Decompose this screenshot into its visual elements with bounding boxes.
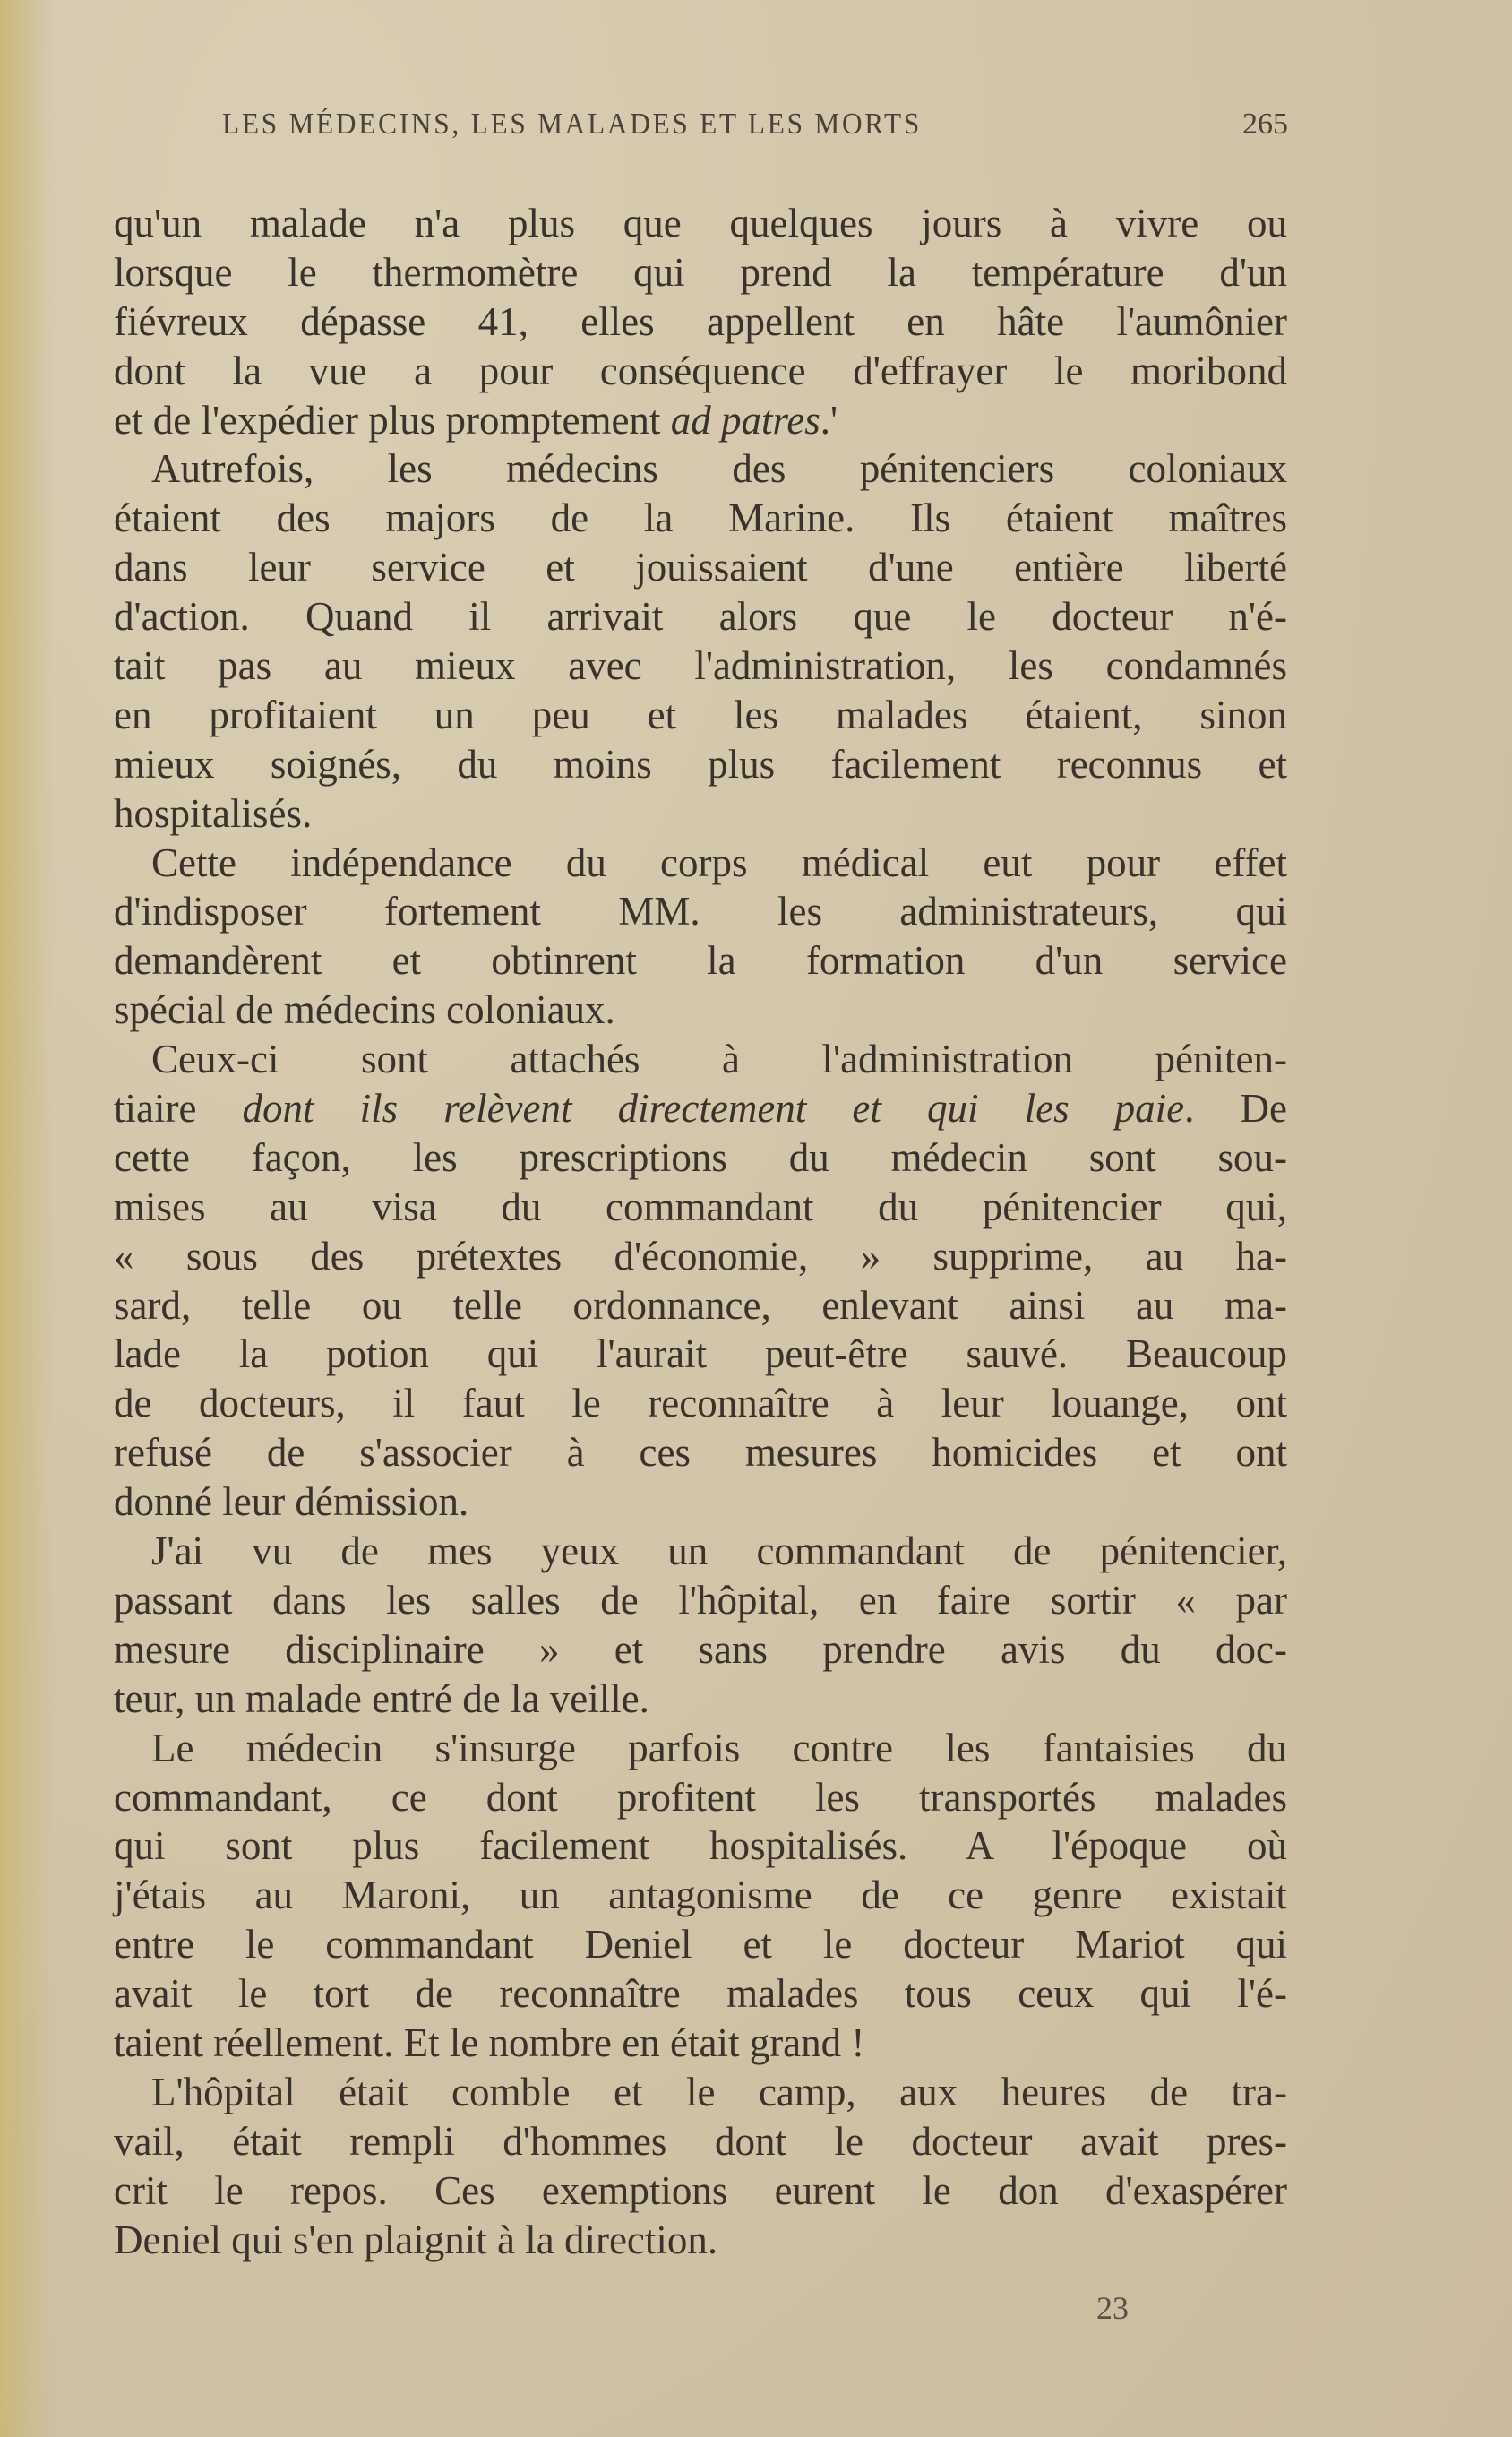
text-line (114, 248, 1287, 297)
page-edge-shading (0, 0, 54, 2437)
line-text: passant dans les salles de l'hôpital, en faire sortir « par (114, 1577, 1287, 1623)
line-text: d'indisposer fortement MM. les administrateurs, qui (114, 889, 1287, 934)
text-line (114, 1871, 1287, 1920)
body-text (114, 199, 1287, 2264)
line-text: spécial de médecins coloniaux. (114, 987, 615, 1033)
text-line (114, 1281, 1287, 1330)
text-line (114, 1084, 1287, 1133)
line-text: Autrefois, les médecins des pénitenciers coloniaux (151, 446, 1287, 492)
text-line (114, 1527, 1287, 1576)
text-line (114, 1773, 1287, 1822)
text-line (114, 1232, 1287, 1281)
line-text: étaient des majors de la Marine. Ils étaient maîtres (114, 495, 1287, 541)
text-line (114, 1920, 1287, 1969)
italic-text: dont ils relèvent directement et qui les paie (242, 1086, 1185, 1132)
text-line (114, 1379, 1287, 1428)
line-text: en profitaient un peu et les malades étaient, sinon (114, 692, 1287, 737)
text-line (114, 1724, 1287, 1773)
text-line (114, 2117, 1287, 2166)
line-text: mises au visa du commandant du pénitencier qui, (114, 1184, 1287, 1229)
line-text: tiaire (114, 1086, 243, 1132)
text-line (114, 444, 1287, 494)
line-text: .' (820, 397, 838, 443)
text-line (114, 642, 1287, 691)
page-number: 265 (1242, 108, 1288, 141)
text-line (114, 1183, 1287, 1232)
line-text: qui sont plus facilement hospitalisés. A l'époque où (114, 1823, 1287, 1869)
line-text: cette façon, les prescriptions du médecin sont sou- (114, 1134, 1287, 1180)
line-text: L'hôpital était comble et le camp, aux heures de tra- (151, 2069, 1287, 2114)
text-line (114, 887, 1287, 936)
line-text: d'action. Quand il arrivait alors que le docteur n'é- (114, 594, 1287, 640)
line-text: fiévreux dépasse 41, elles appellent en hâte l'aumônier (114, 298, 1287, 344)
line-text: refusé de s'associer à ces mesures homicides et ont (114, 1430, 1287, 1476)
text-line (114, 839, 1287, 888)
text-line (114, 986, 1287, 1035)
line-text: teur, un malade entré de la veille. (114, 1675, 649, 1721)
line-text: dans leur service et jouissaient d'une entière liberté (114, 545, 1287, 590)
text-line (114, 936, 1287, 986)
text-line (114, 740, 1287, 789)
text-line (114, 1035, 1287, 1084)
text-line (114, 199, 1287, 248)
text-line (114, 1625, 1287, 1675)
running-header (222, 108, 1288, 152)
text-line (114, 1821, 1287, 1871)
line-text: entre le commandant Deniel et le docteur Mariot qui (114, 1922, 1287, 1968)
line-text: de docteurs, il faut le reconnaître à leur louange, ont (114, 1381, 1287, 1426)
line-text: tait pas au mieux avec l'administration, les condamnés (114, 643, 1287, 689)
line-text: lade la potion qui l'aurait peut-être sauvé. Beaucoup (114, 1331, 1287, 1377)
line-text: donné leur démission. (114, 1479, 469, 1525)
signature-mark: 23 (1096, 2290, 1129, 2326)
text-line (114, 1330, 1287, 1379)
text-line (114, 2166, 1287, 2216)
line-text: j'étais au Maroni, un antagonisme de ce genre existait (114, 1873, 1287, 1918)
line-text: mesure disciplinaire » et sans prendre avis du doc- (114, 1626, 1287, 1672)
line-text: demandèrent et obtinrent la formation d'un service (114, 938, 1287, 984)
line-text: dont la vue a pour conséquence d'effrayer le moribond (114, 348, 1287, 393)
text-line (114, 2216, 1287, 2265)
text-line (114, 1477, 1287, 1527)
line-text: vail, était rempli d'hommes dont le docteur avait pres- (114, 2118, 1287, 2164)
text-line (114, 1969, 1287, 2019)
text-line (114, 1576, 1287, 1625)
text-line (114, 691, 1287, 740)
line-text: commandant, ce dont profitent les transportés malades (114, 1774, 1287, 1820)
line-text: sard, telle ou telle ordonnance, enlevant ainsi au ma- (114, 1282, 1287, 1328)
line-text: hospitalisés. (114, 790, 313, 836)
text-line (114, 1675, 1287, 1724)
text-line (114, 494, 1287, 543)
text-line (114, 2068, 1287, 2117)
text-line (114, 347, 1287, 396)
line-text: . De (1184, 1086, 1287, 1132)
line-text: Deniel qui s'en plaignit à la direction. (114, 2217, 718, 2262)
line-text: Cette indépendance du corps médical eut pour effet (151, 840, 1287, 885)
text-line (114, 1133, 1287, 1183)
text-line (114, 297, 1287, 347)
line-text: Le médecin s'insurge parfois contre les fantaisies du (151, 1725, 1287, 1770)
line-text: J'ai vu de mes yeux un commandant de pénitencier, (151, 1529, 1287, 1574)
italic-text: ad patres (670, 397, 820, 443)
text-line (114, 543, 1287, 592)
line-text: Ceux-ci sont attachés à l'administration péniten- (151, 1037, 1287, 1082)
line-text: mieux soignés, du moins plus facilement reconnus et (114, 741, 1287, 787)
line-text: qu'un malade n'a plus que quelques jours à vivre ou (114, 201, 1287, 245)
text-line (114, 789, 1287, 839)
line-text: lorsque le thermomètre qui prend la température d'un (114, 249, 1287, 295)
text-line (114, 2019, 1287, 2068)
running-title: LES MÉDECINS, LES MALADES ET LES MORTS (222, 108, 923, 141)
text-line (114, 592, 1287, 642)
line-text: et de l'expédier plus promptement (114, 397, 671, 443)
text-line (114, 396, 1287, 445)
line-text: taient réellement. Et le nombre en était grand ! (114, 2019, 865, 2065)
line-text: avait le tort de reconnaître malades tous ceux qui l'é- (114, 1971, 1287, 2017)
line-text: crit le repos. Ces exemptions eurent le don d'exaspérer (114, 2167, 1287, 2213)
text-line (114, 1428, 1287, 1477)
line-text: « sous des prétextes d'économie, » supprime, au ha- (114, 1233, 1287, 1279)
